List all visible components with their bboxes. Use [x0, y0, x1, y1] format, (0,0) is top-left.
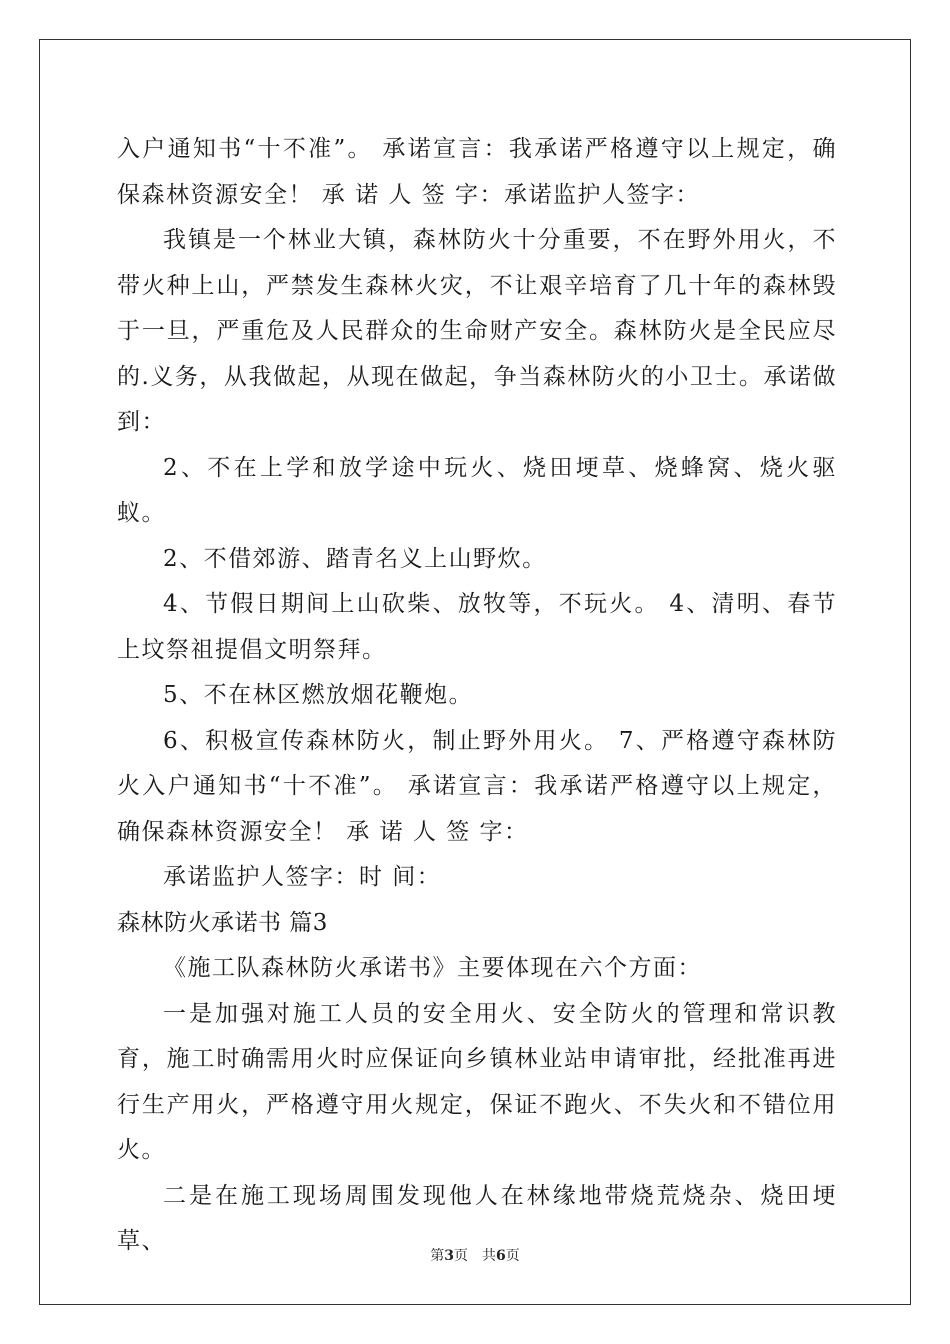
paragraph: 6、积极宣传森林防火，制止野外用火。 7、严格遵守森林防火入户通知书“十不准”。 承诺宣言：我承诺严格遵守以上规定，确保森林资源安全！ 承 诺 人 签 字： [117, 727, 837, 845]
total-pages-number: 6 [496, 1248, 506, 1264]
paragraph: 二是在施工现场周围发现他人在林缘地带烧荒烧杂、烧田埂草、 [117, 1182, 837, 1254]
paragraph: 2、不借郊游、踏青名义上山野炊。 [163, 545, 547, 572]
document-body [117, 127, 837, 1265]
paragraph: 5、不在林区燃放烟花鞭炮。 [163, 682, 474, 708]
paragraph: 承诺监护人签字：时 间： [163, 864, 442, 890]
current-page-number: 3 [444, 1248, 454, 1264]
paragraph: 我镇是一个林业大镇，森林防火十分重要，不在野外用火，不带火种上山，严禁发生森林火灾，不让艰辛培育了几十年的森林毁于一旦，严重危及人民群众的生命财产安全。森林防火是全民应尽的.义务，从我做起，从现在做起，争当森林防火的小卫士。承诺做到： [117, 227, 837, 435]
page-footer [0, 1246, 950, 1266]
paragraph: 2、不在上学和放学途中玩火、烧田埂草、烧蜂窝、烧火驱蚁。 [117, 454, 837, 526]
paragraph: 一是加强对施工人员的安全用火、安全防火的管理和常识教育，施工时确需用火时应保证向乡镇林业站申请审批，经批准再进行生产用火，严格遵守用火规定，保证不跑火、不失火和不错位用火。 [117, 1000, 837, 1163]
footer-prefix: 第 [430, 1248, 445, 1264]
footer-total-prefix: 共 [482, 1248, 496, 1264]
paragraph: 《施工队森林防火承诺书》主要体现在六个方面： [163, 955, 702, 981]
paragraph: 4、节假日期间上山砍柴、放牧等，不玩火。 4、清明、春节上坟祭祖提倡文明祭拜。 [117, 591, 837, 663]
paragraph: 入户通知书“十不准”。 承诺宣言：我承诺严格遵守以上规定，确保森林资源安全！ 承 诺 人 签 字：承诺监护人签字： [117, 136, 837, 208]
section-heading: 森林防火承诺书 篇3 [117, 909, 328, 936]
footer-total-suffix: 页 [505, 1248, 520, 1264]
footer-page-word: 页 [454, 1248, 468, 1264]
